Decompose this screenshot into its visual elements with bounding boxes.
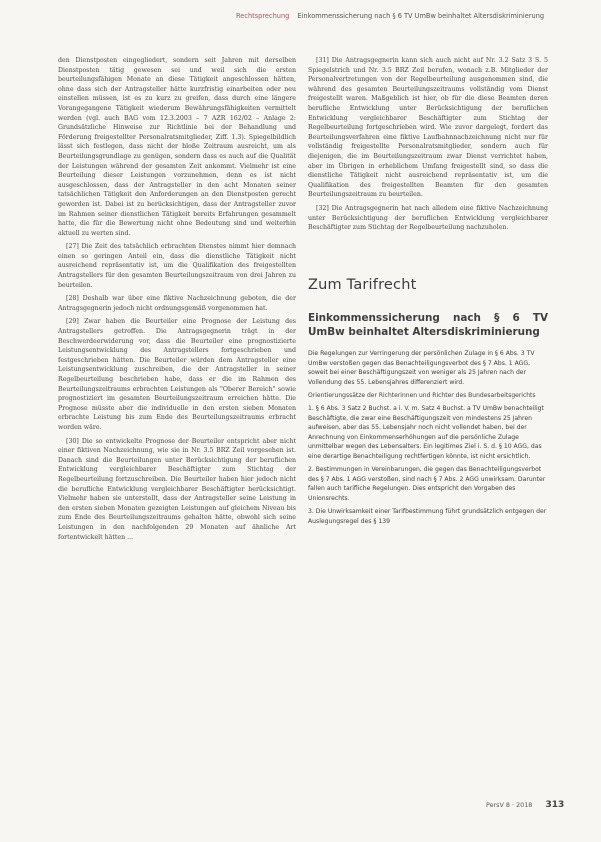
header-section-label: Rechtsprechung <box>236 12 290 20</box>
left-paragraph-29: [29] Zwar haben die Beurteiler eine Prognose der Leistung des Antragstellers getroffen. Die Antragsgegnerin trägt in der Beschwerdeerwiderung vor, dass die Beurteiler eine prognostizierte Leistungsentwicklung des Antragstellers fortgeschrieben und festgeschrieben hätten. Die Beurteiler würden dem Antragsteller eine Leistungsentwicklung zuschreiben, die der Antragsteller in seiner Regelbeurteilung beschrieben habe, dass er die im Rahmen des Beurteilungszeitraums erbrachten Leistungen als "Oberer Bereich" sowie prognostiziert im gesamten Beurteilungszeitraum erreichen hätte. Die Prognose müsste aber die individuelle in den ersten sieben Monaten erbrachte Leistung bis zum Ende des Beurteilungszeitraums erbracht worden wäre. <box>58 318 296 431</box>
footer-issue: PersV 8 · 2018 <box>486 801 533 809</box>
right-paragraph-31: [31] Die Antragsgegnerin kann sich auch nicht auf Nr. 3.2 Satz 3 S. 5 Spiegelstrich und Nr. 3.5 BRZ Zeil berufen, wonach z.B. Mitglieder der Personalvertretungen von der Regelbeurteilung ausgenommen sind, die während des gesamten Beurteilungszeitraums vollständig vom Dienst freigestellt waren. Maßgeblich ist hier, ob für die diese Beamten deren berufliche Entwicklung unter Berücksichtigung der beruflichen Entwicklung vergleichbarer Beschäftigter zum Stichtag der Regelbeurteilung fortgeschrieben wird. Wie zuvor dargelegt, fordert das Beurteilungsverfahren eine fiktive Laufbahnnachzeichnung nicht nur für vollständig freigestellte Personalratsmitglieder, sondern auch für diejenigen, die im Beurteilungszeitraum zwar Dienst verrichtet haben, aber im Übrigen in erheblichem Umfang freigestellt sind, so dass die dienstliche Tätigkeit nicht ausreichend repräsentativ ist, um die Qualifikation des freigestellten Beamten für den gesamten Beurteilungszeitraum zu beurteilen. <box>308 57 548 199</box>
left-paragraph-28: [28] Deshalb war über eine fiktive Nachzeichnung geboten, die der Antragsgegnerin jedoch nicht ordnungsgemäß vorgenommen hat. <box>58 295 296 312</box>
header-running-title: Einkommenssicherung nach § 6 TV UmBw beinhaltet Altersdiskriminierung <box>297 12 545 20</box>
page-number: 313 <box>545 800 565 810</box>
right-paragraph-32: [32] Die Antragsgegnerin hat nach alledem eine fiktive Nachzeichnung unter Berücksichtigung der beruflichen Entwicklung vergleichbarer Beschäftigter zum Stichtag der Regelbeurteilung nachzuholen. <box>308 204 548 232</box>
article-lead: Die Regelungen zur Verringerung der persönlichen Zulage in § 6 Abs. 3 TV UmBw verstoßen gegen das Benachteiligungsverbot des § 7 Abs. 1 AGG, soweit bei einer Beschäftigungszeit von weniger als 25 Jahren nach der Vollendung des 55. Lebensjahres differenziert wird. <box>308 350 535 386</box>
leitsatz-2: 2. Bestimmungen in Vereinbarungen, die gegen das Benachteiligungsverbot des § 7 Abs. 1 AGG verstoßen, sind nach § 7 Abs. 2 AGG unwirksam. Darunter fallen auch tarifliche Regelungen. Dies entspricht den Vorgaben des Unionsrechts. <box>308 466 546 502</box>
right-column <box>308 56 548 816</box>
leitsatz-3: 3. Die Unwirksamkeit einer Tarifbestimmung führt grundsätzlich entgegen der Auslegungsregel des § 139 <box>308 508 547 525</box>
left-column <box>58 56 296 816</box>
left-paragraph-27: [27] Die Zeit des tatsächlich erbrachten Dienstes nimmt hier demnach einen so geringen Anteil ein, dass die dienstliche Tätigkeit nicht ausreichend repräsentativ ist, um die Qualifikation des freigestellten Antragstellers für den gesamten Beurteilungszeitraum von drei Jahren zu beurteilen. <box>58 243 296 289</box>
running-header <box>236 12 592 20</box>
article-title: Einkommenssicherung nach § 6 TV UmBw beinhaltet Altersdiskriminierung <box>308 312 548 338</box>
section-title: Zum Tarifrecht <box>308 276 417 293</box>
page-footer <box>486 792 564 811</box>
leitsatz-1: 1. § 6 Abs. 3 Satz 2 Buchst. a i. V. m. Satz 4 Buchst. a TV UmBw benachteiligt Beschäftigte, die zwar eine Beschäftigungszeit von mindestens 25 Jahren aufweisen, aber das 55. Lebensjahr noch nicht vollendet haben, bei der Anrechnung von Einkommenserhöhungen auf die persönliche Zulage unmittelbar wegen des Lebensalters. Ein legitimes Ziel i. S. d. § 10 AGG, das eine derartige Benachteiligung rechtfertigen könnte, ist nicht ersichtlich. <box>308 405 544 460</box>
left-paragraph-1: den Dienstposten eingegliedert, sondern seit Jahren mit derselben Dienstposten tätig gewesen sei und weil sich die ersten beurteilungsfähigen Monate an diese Tätigkeit angeschlossen hätten, ohne dass sich der Antragsteller hätte kurzfristig einarbeiten oder neu einstellen müssen, ist es zu kurz zu greifen, dass durch eine längere Vorangegangene Tätigkeit wiederum Bewährungsfähigkeiten vermittelt werden (vgl. auch BAG vom 12.3.2003 – 7 AZR 162/02 – Anlage 2: Grundsätzliche Hinweise zur Richtlinie bei der Behandlung und Förderung freigestellter Personalratsmitglieder, Ziff. 1.3). Spiegelbildlich lässt sich festlegen, dass nicht der bloße Zeitraum ausreicht, um als Beurteilungsgrundlage zu genügen, sondern dass es auch auf die Qualität der Leistungen während der gesamten Zeit ankommt. Vielmehr ist eine Beurteilung dieser Leistungen vorzunehmen, denn es ist nicht ausgeschlossen, dass der Antragsteller in den acht Monaten seiner tatsächlichen Tätigkeit den Anforderungen an den Dienstposten gerecht geworden ist. Dabei ist zu berücksichtigen, dass der Antragsteller zuvor im Rahmen seiner dienstlichen Tätigkeit bereits Erfahrungen gesammelt hatte, die für die Bewertung nicht ohne Bedeutung sind und weiterhin aktuell zu werten sind. <box>58 57 296 237</box>
article-source: Orientierungssätze der Richterinnen und Richter des Bundesarbeitsgerichts <box>308 392 536 400</box>
left-paragraph-30: [30] Die so entwickelte Prognose der Beurteiler entspricht aber nicht einer fiktiven Nachzeichnung, wie sie in Nr. 3.5 BRZ Zeil vorgesehen ist. Danach sind die Beurteilungen unter Berücksichtigung der beruflichen Entwicklung vergleichbarer Beschäftigter zum Stichtag der Regelbeurteilung fortzuschreiben. Die Beurteiler haben hier jedoch nicht die berufliche Entwicklung vergleichbarer Beschäftigter berücksichtigt. Vielmehr haben sie unterstellt, dass der Antragsteller seine Leistung in den ersten sieben Monaten gezeigten Leistungen auf gleichem Niveau bis zum Ende des Beurteilungszeitraums gehalten hätte, obwohl sich seine Leistungen in den nachfolgenden 29 Monaten auf ähnliche Art fortentwickelt hätten ... <box>58 437 296 541</box>
